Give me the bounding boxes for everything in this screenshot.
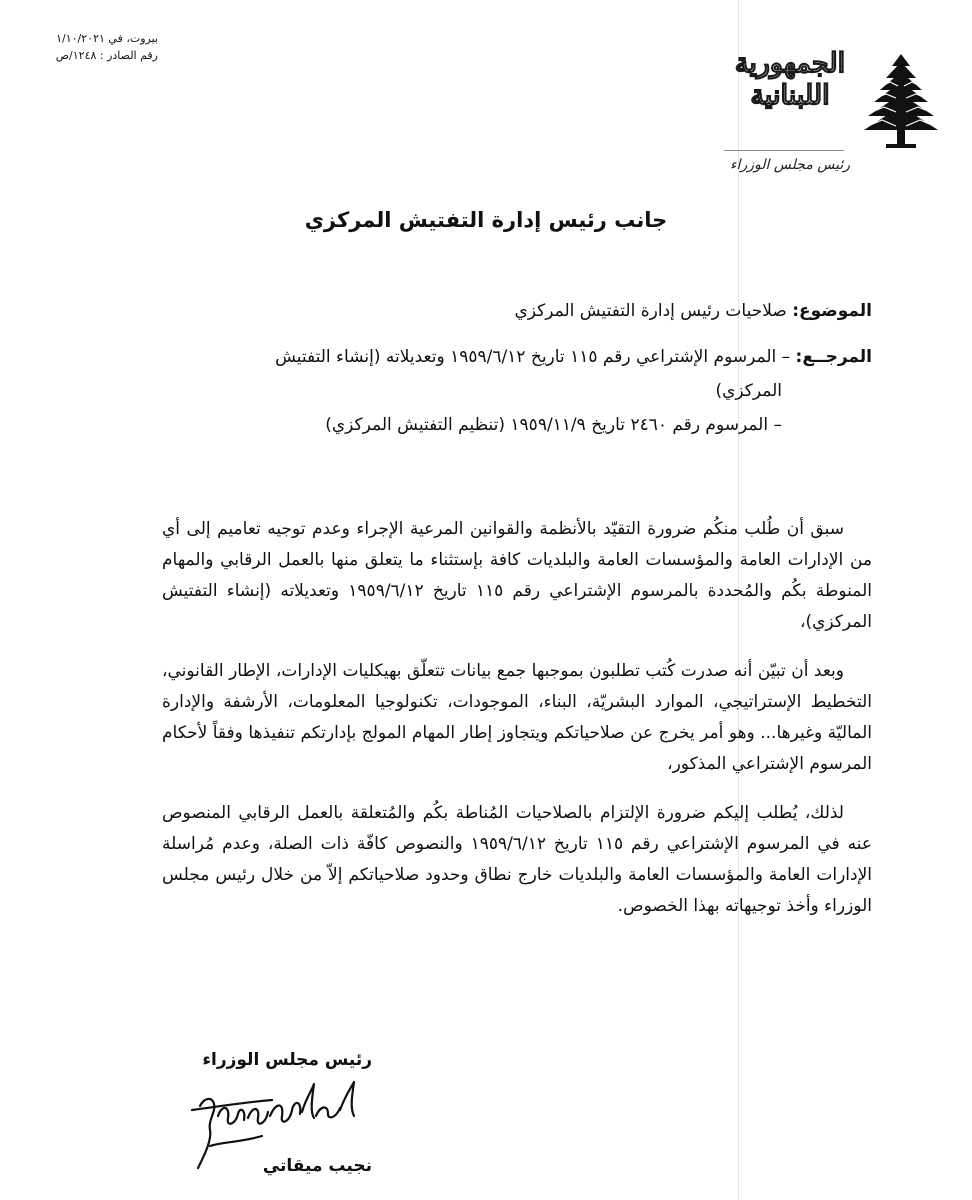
body-paragraph-1: سبق أن طُلب منكُم ضرورة التقيّد بالأنظمة والقوانين المرعية الإجراء وعدم توجيه تعاميم إلى أي من الإدارات العامة والمؤسسات العامة والبلديات كافة بإستثناء ما يتعلق منها بالعمل الرقابي والمهام المنوطة بكُم والمُحددة بالمرسوم الإشتراعي رقم ١١٥ تاريخ ١٩٥٩/٦/١٢ وتعديلاته (إنشاء التفتيش المركزي)، xyxy=(162,519,873,632)
letterhead-divider xyxy=(724,150,844,151)
outgoing-number: رقم الصادر : ١٢٤٨/ص xyxy=(55,49,158,62)
republic-line-1: الجمهورية xyxy=(734,48,846,79)
reference-label: المرجــع: xyxy=(795,347,872,367)
reference-item-2: – المرسوم رقم ٢٤٦٠ تاريخ ١٩٥٩/١١/٩ (تنظيم التفتيش المركزي) xyxy=(325,415,782,435)
signatory-name: نجيب ميقاتي xyxy=(262,1156,372,1176)
letter-body xyxy=(162,514,872,940)
republic-line-2: اللبنانية xyxy=(750,80,830,111)
cedar-tree-icon xyxy=(862,52,940,156)
subject-reference-block xyxy=(212,294,872,442)
letterhead-emblem xyxy=(712,42,952,192)
signatory-title: رئيس مجلس الوزراء xyxy=(202,1050,372,1070)
subject-label: الموضوع: xyxy=(792,301,872,321)
reference-item-1: – المرسوم الإشتراعي رقم ١١٥ تاريخ ١٩٥٩/٦/١٢ وتعديلاته (إنشاء التفتيش xyxy=(275,347,791,367)
place-date: بيروت، في ١/١٠/٢٠٢١ xyxy=(56,32,158,45)
reference-row xyxy=(212,340,872,374)
recipient-heading: جانب رئيس إدارة التفتيش المركزي xyxy=(304,208,668,232)
subject-row xyxy=(212,294,872,328)
body-paragraph-2: وبعد أن تبيّن أنه صدرت كُتب تطلبون بموجبها جمع بيانات تتعلّق بهيكليات الإدارات، الإطار القانوني، التخطيط الإستراتيجي، الموارد البشريّة، البناء، الموجودات، تكنولوجيا المعلومات، الأرشفة والإدارة الماليّة وغيرها... وهو أمر يخرج عن صلاحياتكم ويتجاوز إطار المهام المولج بإدارتكم تنفيذها وفقاً لأحكام المرسوم الإشتراعي المذكور، xyxy=(162,661,872,774)
subject-text: صلاحيات رئيس إدارة التفتيش المركزي xyxy=(514,301,787,321)
body-paragraph-3: لذلك، يُطلب إليكم ضرورة الإلتزام بالصلاحيات المُناطة بكُم والمُتعلقة بالعمل الرقابي المنصوص عنه في المرسوم الإشتراعي رقم ١١٥ تاريخ ١٩٥٩/٦/١٢ والنصوص كافّة ذات الصلة، وعدم مُراسلة الإدارات العامة والمؤسسات العامة والبلديات خارج نطاق وحدود صلاحياتكم إلاّ من خلال رئيس مجلس الوزراء وأخذ توجيهاته بهذا الخصوص. xyxy=(162,803,872,916)
office-title: رئيس مجلس الوزراء xyxy=(729,157,851,173)
reference-item-1-cont: المركزي) xyxy=(715,381,782,401)
republic-title xyxy=(720,48,860,112)
date-reference-block xyxy=(8,30,158,64)
